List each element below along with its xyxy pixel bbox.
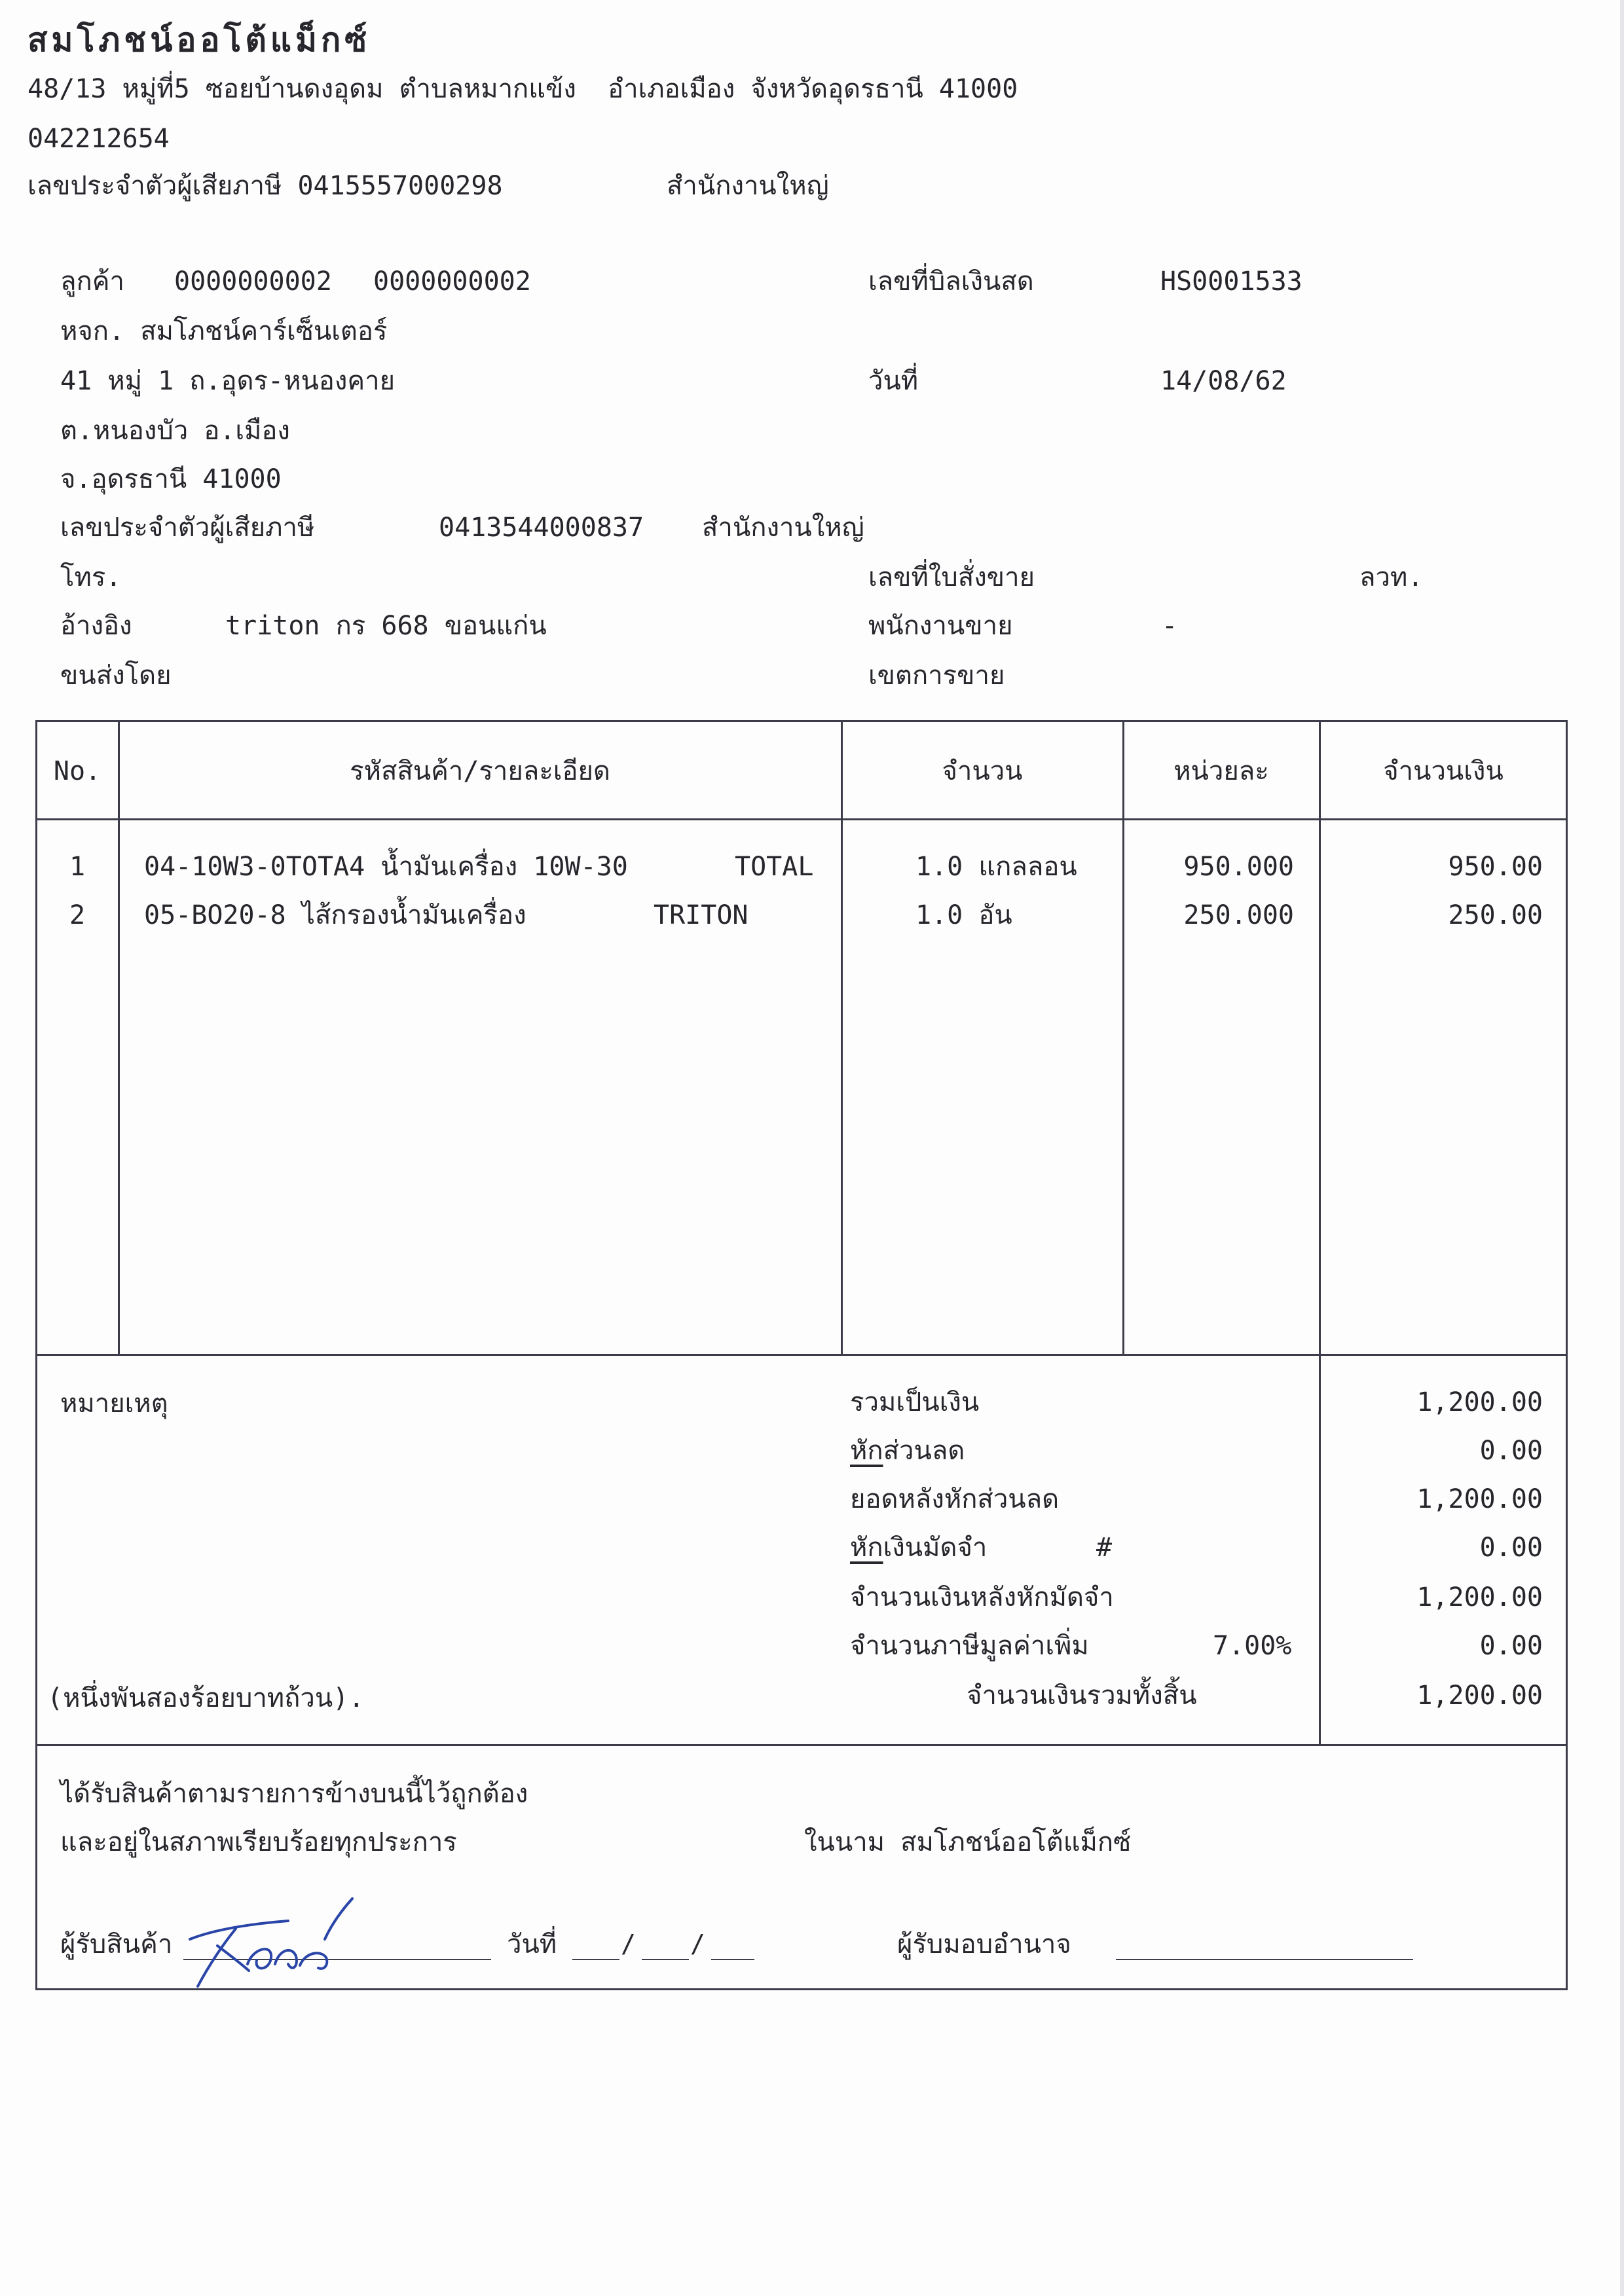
acknowledgement-line-1: ได้รับสินค้าตามรายการข้างบนนี้ไว้ถูกต้อง [60, 1779, 528, 1809]
row-2-description: 05-BO20-8 ไส้กรองน้ำมันเครื่อง [144, 900, 526, 930]
header-divider [35, 818, 1568, 820]
col-line-2 [841, 720, 843, 1354]
discount-deduct-word: หัก [850, 1436, 883, 1466]
shipping-label: ขนส่งโดย [60, 661, 172, 691]
customer-code-1: 0000000002 [174, 266, 332, 297]
sales-area-label: เขตการขาย [868, 661, 1005, 691]
vat-value: 0.00 [1479, 1631, 1543, 1661]
receive-date-label: วันที่ [507, 1929, 557, 1959]
date-slash-1: / [621, 1929, 636, 1958]
bill-number: HS0001533 [1160, 266, 1302, 297]
amount-in-words: (หนึ่งพันสองร้อยบาทถ้วน). [47, 1683, 365, 1713]
salesperson-value: - [1162, 611, 1178, 641]
deposit-label [850, 1535, 987, 1561]
discount-label [850, 1438, 965, 1464]
row-1-brand: TOTAL [735, 852, 814, 882]
sales-order-label: เลขที่ใบสั่งขาย [868, 562, 1035, 592]
customer-address-3: จ.อุดรธานี 41000 [60, 464, 282, 494]
customer-name: หจก. สมโภชน์คาร์เซ็นเตอร์ [60, 316, 388, 346]
customer-branch: สำนักงานใหญ่ [702, 513, 864, 543]
authorized-label: ผู้รับมอบอำนาจ [897, 1929, 1071, 1959]
remark-label: หมายเหตุ [60, 1389, 168, 1419]
receiver-label: ผู้รับสินค้า [60, 1929, 173, 1959]
header-amount: จำนวนเงิน [1383, 756, 1504, 786]
header-description: รหัสสินค้า/รายละเอียด [350, 756, 610, 786]
sales-order-value: ลวท. [1359, 562, 1424, 592]
discount-value: 0.00 [1479, 1436, 1543, 1466]
header-no: No. [53, 756, 101, 786]
company-address: 48/13 หมู่ที่5 ซอยบ้านดงอุดม ตำบลหมากแข้ง อำเภอเมือง จังหวัดอุดรธานี 41000 [28, 74, 1018, 104]
bill-number-label: เลขที่บิลเงินสด [868, 266, 1034, 297]
grand-total-value: 1,200.00 [1416, 1681, 1543, 1711]
subtotal-label: รวมเป็นเงิน [850, 1387, 980, 1417]
row-2-no: 2 [69, 900, 86, 930]
row-1-description: 04-10W3-0TOTA4 น้ำมันเครื่อง 10W-30 [144, 852, 628, 882]
row-2-brand: TRITON [654, 900, 748, 930]
customer-code-2: 0000000002 [373, 266, 531, 297]
customer-label: ลูกค้า [60, 266, 124, 297]
scan-edge [1620, 0, 1624, 2296]
row-2-amount: 250.00 [1448, 900, 1543, 930]
subtotal-value: 1,200.00 [1416, 1387, 1543, 1417]
date-day-blank [572, 1959, 619, 1960]
grand-total-label: จำนวนเงินรวมทั้งสิ้น [967, 1681, 1197, 1711]
row-2-quantity: 1.0 อัน [915, 900, 1012, 930]
receiver-signature [177, 1866, 386, 1997]
bill-date: 14/08/62 [1160, 366, 1287, 396]
reference-label: อ้างอิง [60, 611, 132, 641]
col-line-3 [1122, 720, 1124, 1354]
customer-phone-label: โทร. [60, 562, 122, 592]
authorized-signature-line [1116, 1959, 1413, 1960]
on-behalf-of: ในนาม สมโภชน์ออโต้แม็กซ์ [804, 1827, 1132, 1857]
row-1-amount: 950.00 [1448, 852, 1543, 882]
deposit-word: เงินมัดจำ [883, 1533, 987, 1563]
discount-word: ส่วนลด [883, 1436, 965, 1466]
row-2-unit-price: 250.000 [1183, 900, 1294, 930]
items-divider [35, 1354, 1568, 1356]
date-month-blank [642, 1959, 689, 1960]
row-1-no: 1 [69, 852, 86, 882]
summary-divider [35, 1744, 1568, 1746]
customer-address-1: 41 หมู่ 1 ถ.อุดร-หนองคาย [60, 366, 396, 396]
row-1-quantity: 1.0 แกลลอน [915, 852, 1077, 882]
date-label: วันที่ [868, 366, 919, 396]
customer-tax-id: 0413544000837 [439, 513, 644, 543]
customer-address-2: ต.หนองบัว อ.เมือง [60, 416, 290, 446]
company-branch: สำนักงานใหญ่ [667, 171, 829, 201]
deposit-deduct-word: หัก [850, 1533, 883, 1563]
reference-value: triton กร 668 ขอนแก่น [225, 611, 547, 641]
after-discount-label: ยอดหลังหักส่วนลด [850, 1484, 1060, 1514]
acknowledgement-line-2: และอยู่ในสภาพเรียบร้อยทุกประการ [60, 1827, 457, 1857]
date-slash-2: / [690, 1929, 705, 1958]
date-year-blank [711, 1959, 754, 1960]
after-deposit-label: จำนวนเงินหลังหักมัดจำ [850, 1582, 1114, 1613]
vat-label: จำนวนภาษีมูลค่าเพิ่ม [850, 1631, 1089, 1661]
after-discount-value: 1,200.00 [1416, 1484, 1543, 1514]
vat-rate: 7.00% [1213, 1631, 1292, 1661]
header-unit-price: หน่วยละ [1173, 756, 1269, 786]
company-phone: 042212654 [28, 124, 170, 154]
row-1-unit-price: 950.000 [1183, 852, 1294, 882]
company-tax-id: เลขประจำตัวผู้เสียภาษี 0415557000298 [28, 171, 503, 201]
salesperson-label: พนักงานขาย [868, 611, 1013, 641]
customer-tax-label: เลขประจำตัวผู้เสียภาษี [60, 513, 315, 543]
col-line-1 [118, 720, 120, 1354]
after-deposit-value: 1,200.00 [1416, 1582, 1543, 1613]
deposit-value: 0.00 [1479, 1533, 1543, 1563]
deposit-mark: # [1096, 1533, 1113, 1563]
header-quantity: จำนวน [942, 756, 1023, 786]
company-name: สมโภชน์ออโต้แม็กซ์ [28, 21, 371, 59]
